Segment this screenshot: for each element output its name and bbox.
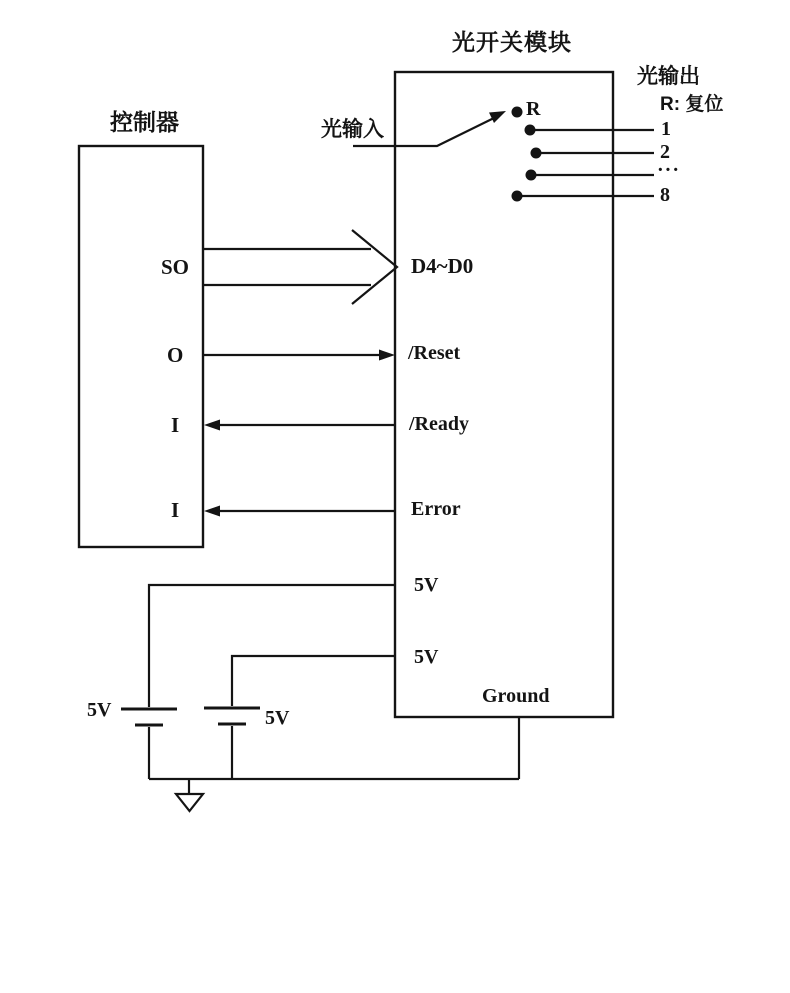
data-bus-arrow [203,230,397,304]
module-pin-databus: D4~D0 [411,254,474,278]
controller-title: 控制器 [110,109,179,135]
module-pin-5v-2: 5V [414,646,439,668]
battery-2-symbol [204,708,260,779]
output-channel-1: 1 [661,118,671,140]
ground-symbol [176,779,203,811]
module-pin-ready: /Ready [409,413,469,435]
module-pin-5v-1: 5V [414,574,439,596]
reset-signal-arrow [203,350,395,361]
ready-signal-arrow [204,420,395,431]
module-pin-ground: Ground [482,685,550,707]
battery-1-label: 5V [87,699,112,721]
controller-pin-so: SO [161,255,190,279]
controller-box [79,146,203,547]
output-channel-ellipsis: ··· [657,159,681,181]
module-pin-r: R [526,98,541,120]
module-title: 光开关模块 [452,29,572,55]
battery-1-symbol [121,709,177,779]
controller-pin-i2: I [171,498,180,522]
power-wire-2 [232,656,395,706]
output-channel-8: 8 [660,184,670,206]
module-pin-reset: /Reset [408,342,461,364]
reset-legend: R: 复位 [660,94,724,115]
controller-pin-i1: I [171,413,180,437]
module-pin-error: Error [411,498,461,520]
output-channel-2: 2 [660,141,670,163]
controller-pin-o: O [167,343,184,367]
optical-output-header: 光输出 [637,65,700,88]
battery-2-label: 5V [265,707,290,729]
ground-return-wire [149,717,519,779]
power-wire-1 [149,585,395,707]
optical-output-lines [517,130,654,196]
error-signal-arrow [204,506,395,517]
optical-input-label: 光输入 [321,118,384,141]
module-box [395,72,613,717]
